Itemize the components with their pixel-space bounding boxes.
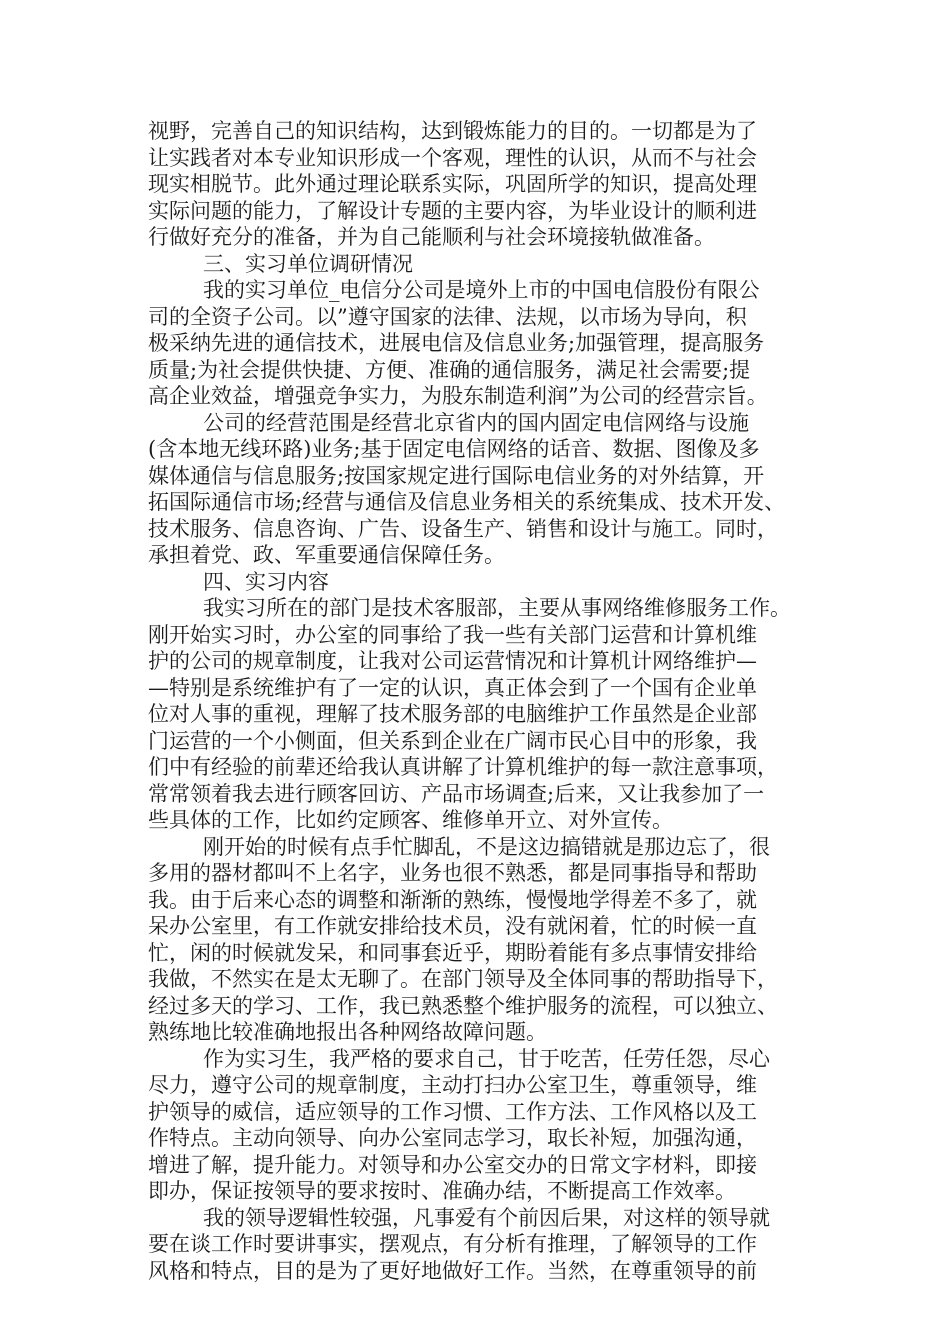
text-line: 我的领导逻辑性较强，凡事爱有个前因后果，对这样的领导就 xyxy=(203,1205,770,1230)
text-line: 视野，完善自己的知识结构，达到锻炼能力的目的。一切都是为了 xyxy=(148,119,757,143)
text-line: 作为实习生，我严格的要求自己，甘于吃苦，任劳任怨，尽心 xyxy=(203,1046,770,1071)
text-line: 刚开始实习时，办公室的同事给了我一些有关部门运营和计算机维 xyxy=(148,622,757,647)
section-heading: 四、实习内容 xyxy=(203,569,329,594)
text-line: 位对人事的重视，理解了技术服务部的电脑维护工作虽然是企业部 xyxy=(148,702,757,726)
text-line: 们中有经验的前辈还给我认真讲解了计算机维护的每一款注意事项， xyxy=(148,755,778,779)
text-line: 常常领着我去进行顾客回访、产品市场调查;后来，又让我参加了一 xyxy=(148,781,765,806)
text-line: —特别是系统维护有了一定的认识，真正体会到了一个国有企业单 xyxy=(148,675,757,700)
text-line: 忙，闲的时候就发呆，和同事套近乎，期盼着能有多点事情安排给 xyxy=(148,940,757,965)
text-line: 些具体的工作，比如约定顾客、维修单开立、对外宣传。 xyxy=(148,808,673,832)
text-line: 行做好充分的准备，并为自己能顺利与社会环境接轨做准备。 xyxy=(148,225,715,249)
text-line: 熟练地比较准确地报出各种网络故障问题。 xyxy=(148,1020,547,1044)
text-line: 我实习所在的部门是技术客服部，主要从事网络维修服务工作。 xyxy=(203,596,791,620)
text-line: 质量;为社会提供快捷、方便、准确的通信服务，满足社会需要;提 xyxy=(148,357,751,382)
text-line: 拓国际通信市场;经营与通信及信息业务相关的系统集成、技术开发、 xyxy=(148,490,786,514)
text-line: 实际问题的能力，了解设计专题的主要内容，为毕业设计的顺利进 xyxy=(148,198,757,223)
text-line: 刚开始的时候有点手忙脚乱，不是这边搞错就是那边忘了，很 xyxy=(203,834,770,859)
text-line: 我做，不然实在是太无聊了。在部门领导及全体同事的帮助指导下， xyxy=(148,967,778,991)
text-line: 护的公司的规章制度，让我对公司运营情况和计算机计网络维护— xyxy=(148,649,757,673)
text-line: 即办，保证按领导的要求按时、准确办结，不断提高工作效率。 xyxy=(148,1179,736,1203)
text-line: 司的全资子公司。以”遵守国家的法律、法规，以市场为导向，积 xyxy=(148,304,747,329)
text-line: 公司的经营范围是经营北京省内的国内固定电信网络与设施 xyxy=(203,410,749,435)
text-line: 要在谈工作时要讲事实，摆观点，有分析有推理，了解领导的工作 xyxy=(148,1232,757,1256)
text-line: 技术服务、信息咨询、广告、设备生产、销售和设计与施工。同时， xyxy=(148,516,778,541)
text-line: 现实相脱节。此外通过理论联系实际，巩固所学的知识，提高处理 xyxy=(148,172,757,196)
text-line: 风格和特点，目的是为了更好地做好工作。当然，在尊重领导的前 xyxy=(148,1258,757,1283)
text-line: 让实践者对本专业知识形成一个客观，理性的认识，从而不与社会 xyxy=(148,145,757,170)
text-line: 尽力，遵守公司的规章制度，主动打扫办公室卫生，尊重领导，维 xyxy=(148,1073,757,1097)
text-line: 经过多天的学习、工作，我已熟悉整个维护服务的流程，可以独立、 xyxy=(148,993,778,1018)
text-line: 极采纳先进的通信技术，进展电信及信息业务;加强管理，提高服务 xyxy=(148,331,765,355)
text-line: 门运营的一个小侧面，但关系到企业在广阔市民心目中的形象，我 xyxy=(148,728,757,753)
text-line: 增进了解，提升能力。对领导和办公室交办的日常文字材料，即接 xyxy=(148,1152,757,1177)
text-line: 承担着党、政、军重要通信保障任务。 xyxy=(148,543,505,567)
text-line: 呆办公室里，有工作就安排给技术员，没有就闲着，忙的时候一直 xyxy=(148,914,757,938)
text-line: 多用的器材都叫不上名字，业务也很不熟悉，都是同事指导和帮助 xyxy=(148,861,757,885)
text-line: 护领导的威信，适应领导的工作习惯、工作方法、工作风格以及工 xyxy=(148,1099,757,1124)
text-line: 高企业效益，增强竞争实力，为股东制造利润”为公司的经营宗旨。 xyxy=(148,384,768,408)
text-line: 作特点。主动向领导、向办公室同志学习，取长补短，加强沟通， xyxy=(148,1126,757,1150)
text-line: (含本地无线环路)业务;基于固定电信网络的话音、数据、图像及多 xyxy=(148,437,760,461)
section-heading: 三、实习单位调研情况 xyxy=(203,251,413,276)
text-line: 媒体通信与信息服务;按国家规定进行国际电信业务的对外结算，开 xyxy=(148,463,765,488)
text-line: 我的实习单位_电信分公司是境外上市的中国电信股份有限公 xyxy=(203,278,760,302)
text-line: 我。由于后来心态的调整和渐渐的熟练，慢慢地学得差不多了，就 xyxy=(148,887,757,912)
